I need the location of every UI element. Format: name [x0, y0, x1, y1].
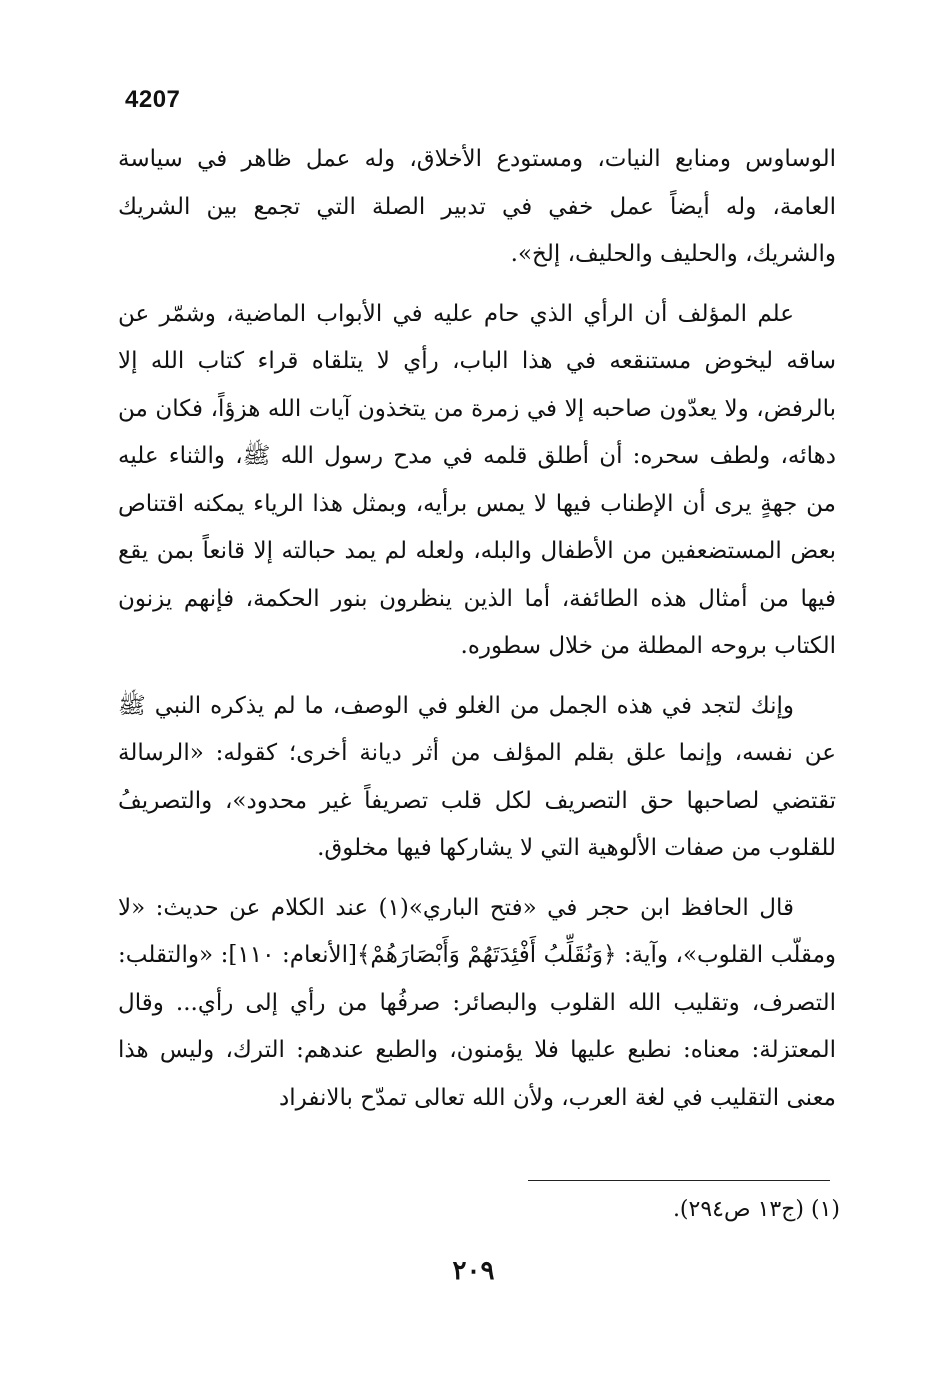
- paragraph-4: قال الحافظ ابن حجر في «فتح الباري»(١) عند الكلام عن حديث: «لا ومقلّب القلوب»، وآية: ﴿وَنُقَلِّبُ أَفْئِدَتَهُمْ وَأَبْصَارَهُمْ﴾[الأنعام: ١١٠]: «والتقلب: التصرف، وتقليب الله القلوب والبصائر: صرفُها من رأي إلى رأي... وقال المعتزلة: معناه: نطبع عليها فلا يؤمنون، والطبع عندهم: الترك، وليس هذا معنى التقليب في لغة العرب، ولأن الله تعالى تمدّح بالانفراد: [118, 894, 836, 1111]
- paragraph-1: الوساوس ومنابع النيات، ومستودع الأخلاق، وله عمل ظاهر في سياسة العامة، وله أيضاً عمل خفي في تدبير الصلة التي تجمع بين الشريك والشريك، والحليف والحليف، إلخ».: [118, 146, 836, 267]
- page-number: ٢٠٩: [452, 1256, 495, 1286]
- paragraph-2: علم المؤلف أن الرأي الذي حام عليه في الأبواب الماضية، وشمّر عن ساقه ليخوض مستنقعه في هذا الباب، رأي لا يتلقاه قراء كتاب الله إلا بالرفض، ولا يعدّون صاحبه إلا في زمرة من يتخذون آيات الله هزؤاً، فكان من دهائه، ولطف سحره: أن أطلق قلمه في مدح رسول الله ﷺ، والثناء عليه من جهةٍ يرى أن الإطناب فيها لا يمس برأيه، وبمثل هذا الرياء يمكنه اقتناص بعض المستضعفين من الأطفال والبله، ولعله لم يمد حبالته إلا قانعاً بمن يقع فيها من أمثال هذه الطائفة، أما الذين ينظرون بنور الحكمة، فإنهم يزنون الكتاب بروحه المطلة من خلال سطوره.: [118, 300, 836, 659]
- footnote-divider: [528, 1180, 830, 1181]
- main-text: [118, 136, 836, 1134]
- footnote-1: (١) (ج١٣ ص٢٩٤).: [672, 1197, 840, 1222]
- paragraph-3: وإنك لتجد في هذه الجمل من الغلو في الوصف، ما لم يذكره النبي ﷺ عن نفسه، وإنما علق بقلم المؤلف من أثر ديانة أخرى؛ كقوله: «الرسالة تقتضي لصاحبها حق التصريف لكل قلب تصريفاً غير محدود»، والتصريفُ للقلوب من صفات الألوهية التي لا يشاركها فيها مخلوق.: [118, 692, 836, 861]
- page-id: 4207: [125, 86, 181, 113]
